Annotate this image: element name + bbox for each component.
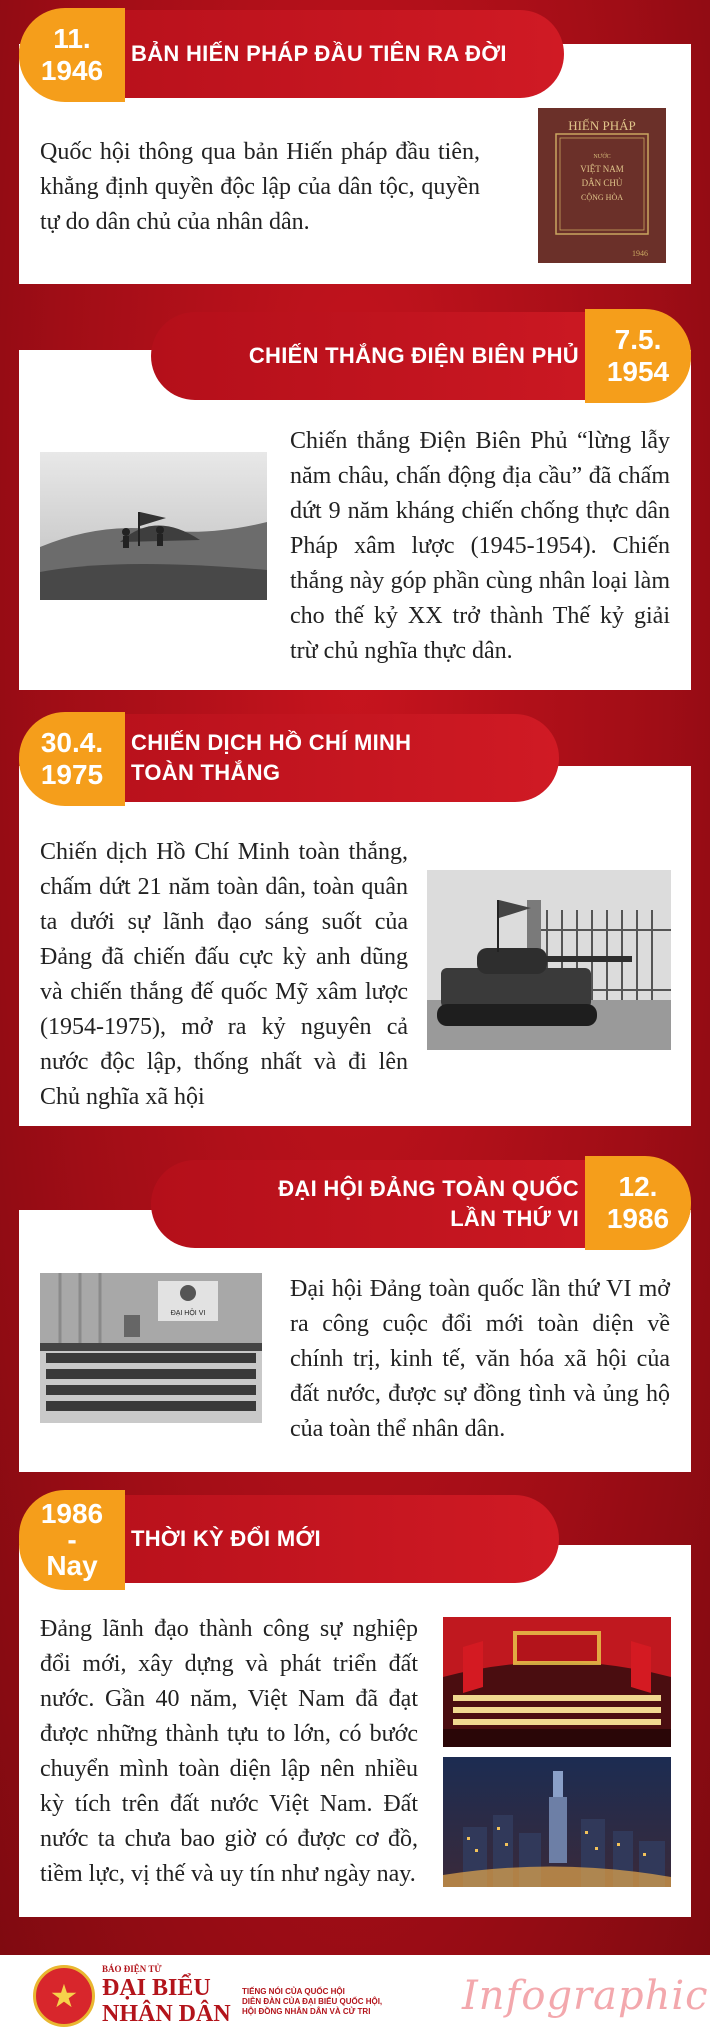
star-icon: ★ <box>49 1978 79 2014</box>
event-date-badge-1946 <box>19 8 125 102</box>
event-date-badge-doi-moi <box>19 1490 125 1590</box>
footer <box>0 1955 710 2040</box>
date-line: 12. <box>618 1171 658 1202</box>
date-year: 1946 <box>40 55 104 86</box>
date-line: 30.4. <box>40 727 104 758</box>
event-date-badge-1975 <box>19 712 125 806</box>
book-line: CỘNG HÒA <box>581 193 623 202</box>
event-title: CHIẾN THẮNG ĐIỆN BIÊN PHỦ <box>248 343 579 368</box>
book-title: HIẾN PHÁP <box>568 118 636 133</box>
congress-banner-text: ĐẠI HỘI VI <box>170 1310 206 1317</box>
dien-bien-phu-photo <box>40 452 267 600</box>
book-line: DÂN CHỦ <box>581 178 623 188</box>
city-night-photo <box>443 1757 671 1887</box>
date-line: 11. <box>53 23 91 54</box>
party-congress-photo <box>40 1273 262 1423</box>
event-description: Đảng lãnh đạo thành công sự nghiệp đổi mới, xây dựng và phát triển đất nước. Gần 40 năm, Việt Nam đã đạt được những thành tựu to lớn, có bước chuyển mình toàn diện lập nên nhiều kỳ tích trên đất nước Việt Nam. Đất nước ta chưa bao giờ có được cơ đồ, tiềm lực, vị thế và uy tín như ngày nay. <box>40 1616 418 1887</box>
event-description: Quốc hội thông qua bản Hiến pháp đầu tiên, khẳng định quyền độc lập của dân tộc, quyền tự do dân chủ của nhân dân. <box>40 139 480 235</box>
event-date-badge-1954 <box>585 309 691 403</box>
event-title-line: TOÀN THẮNG <box>131 760 281 785</box>
event-description: Chiến thắng Điện Biên Phủ “lừng lẫy năm châu, chấn động địa cầu” đã chấm dứt 9 năm kháng chiến chống thực dân Pháp xâm lược (1945-1954). Chiến thắng này góp phần cùng nhân loại làm cho thế kỷ XX trở thành Thế kỷ giải trừ chủ nghĩa thực dân. <box>290 428 670 664</box>
book-year: 1946 <box>632 249 648 258</box>
brand-block <box>102 1963 242 2027</box>
tagline-block <box>242 1987 422 2017</box>
tagline-line: TIẾNG NÓI CỦA QUỐC HỘI <box>242 1987 345 1996</box>
book-line: NƯỚC <box>593 154 611 160</box>
brand-line: ĐẠI BIỂU <box>102 1975 211 2001</box>
date-year: 1986 <box>606 1203 670 1234</box>
tagline-line: HỘI ĐỒNG NHÂN DÂN VÀ CỬ TRI <box>242 2007 371 2016</box>
event-description: Đại hội Đảng toàn quốc lần thứ VI mở ra công cuộc đổi mới toàn diện về chính trị, kinh tế, văn hóa xã hội của đất nước, được sự đồng tình và ủng hộ của toàn thể nhân dân. <box>290 1276 670 1442</box>
national-emblem-logo <box>33 1965 95 2027</box>
infographic-script-label: Infographic <box>462 1973 709 2019</box>
event-title: BẢN HIẾN PHÁP ĐẦU TIÊN RA ĐỜI <box>131 41 507 66</box>
date-year: 1954 <box>606 356 670 387</box>
constitution-book-image <box>538 108 666 263</box>
tagline-line: DIỄN ĐÀN CỦA ĐẠI BIỂU QUỐC HỘI, <box>242 1997 383 2006</box>
date-year: 1975 <box>40 759 104 790</box>
party-congress-hall-photo <box>443 1617 671 1747</box>
event-date-badge-1986 <box>585 1156 691 1250</box>
date-line: - <box>67 1524 77 1555</box>
event-description: Chiến dịch Hồ Chí Minh toàn thắng, chấm dứt 21 năm toàn dân, toàn quân ta dưới sự lãnh đạo sáng suốt của Đảng đã chiến đấu cực kỳ anh dũng và chiến thắng đế quốc Mỹ xâm lược (1954-1975), mở ra kỷ nguyên cả nước độc lập, thống nhất và đi lên Chủ nghĩa xã hội <box>40 839 408 1110</box>
date-line: Nay <box>46 1550 98 1581</box>
tank-palace-gate-photo <box>427 870 671 1050</box>
date-line: 1986 <box>40 1498 104 1529</box>
brand-small: BÁO ĐIỆN TỬ <box>102 1964 162 1974</box>
event-title-line: CHIẾN DỊCH HỒ CHÍ MINH <box>131 730 412 755</box>
brand-line: NHÂN DÂN <box>102 2001 231 2027</box>
book-line: VIỆT NAM <box>580 164 624 174</box>
event-title-line: LẦN THỨ VI <box>450 1206 579 1231</box>
event-title-line: ĐẠI HỘI ĐẢNG TOÀN QUỐC <box>278 1176 579 1201</box>
date-line: 7.5. <box>614 324 662 355</box>
event-title: THỜI KỲ ĐỔI MỚI <box>131 1526 321 1551</box>
